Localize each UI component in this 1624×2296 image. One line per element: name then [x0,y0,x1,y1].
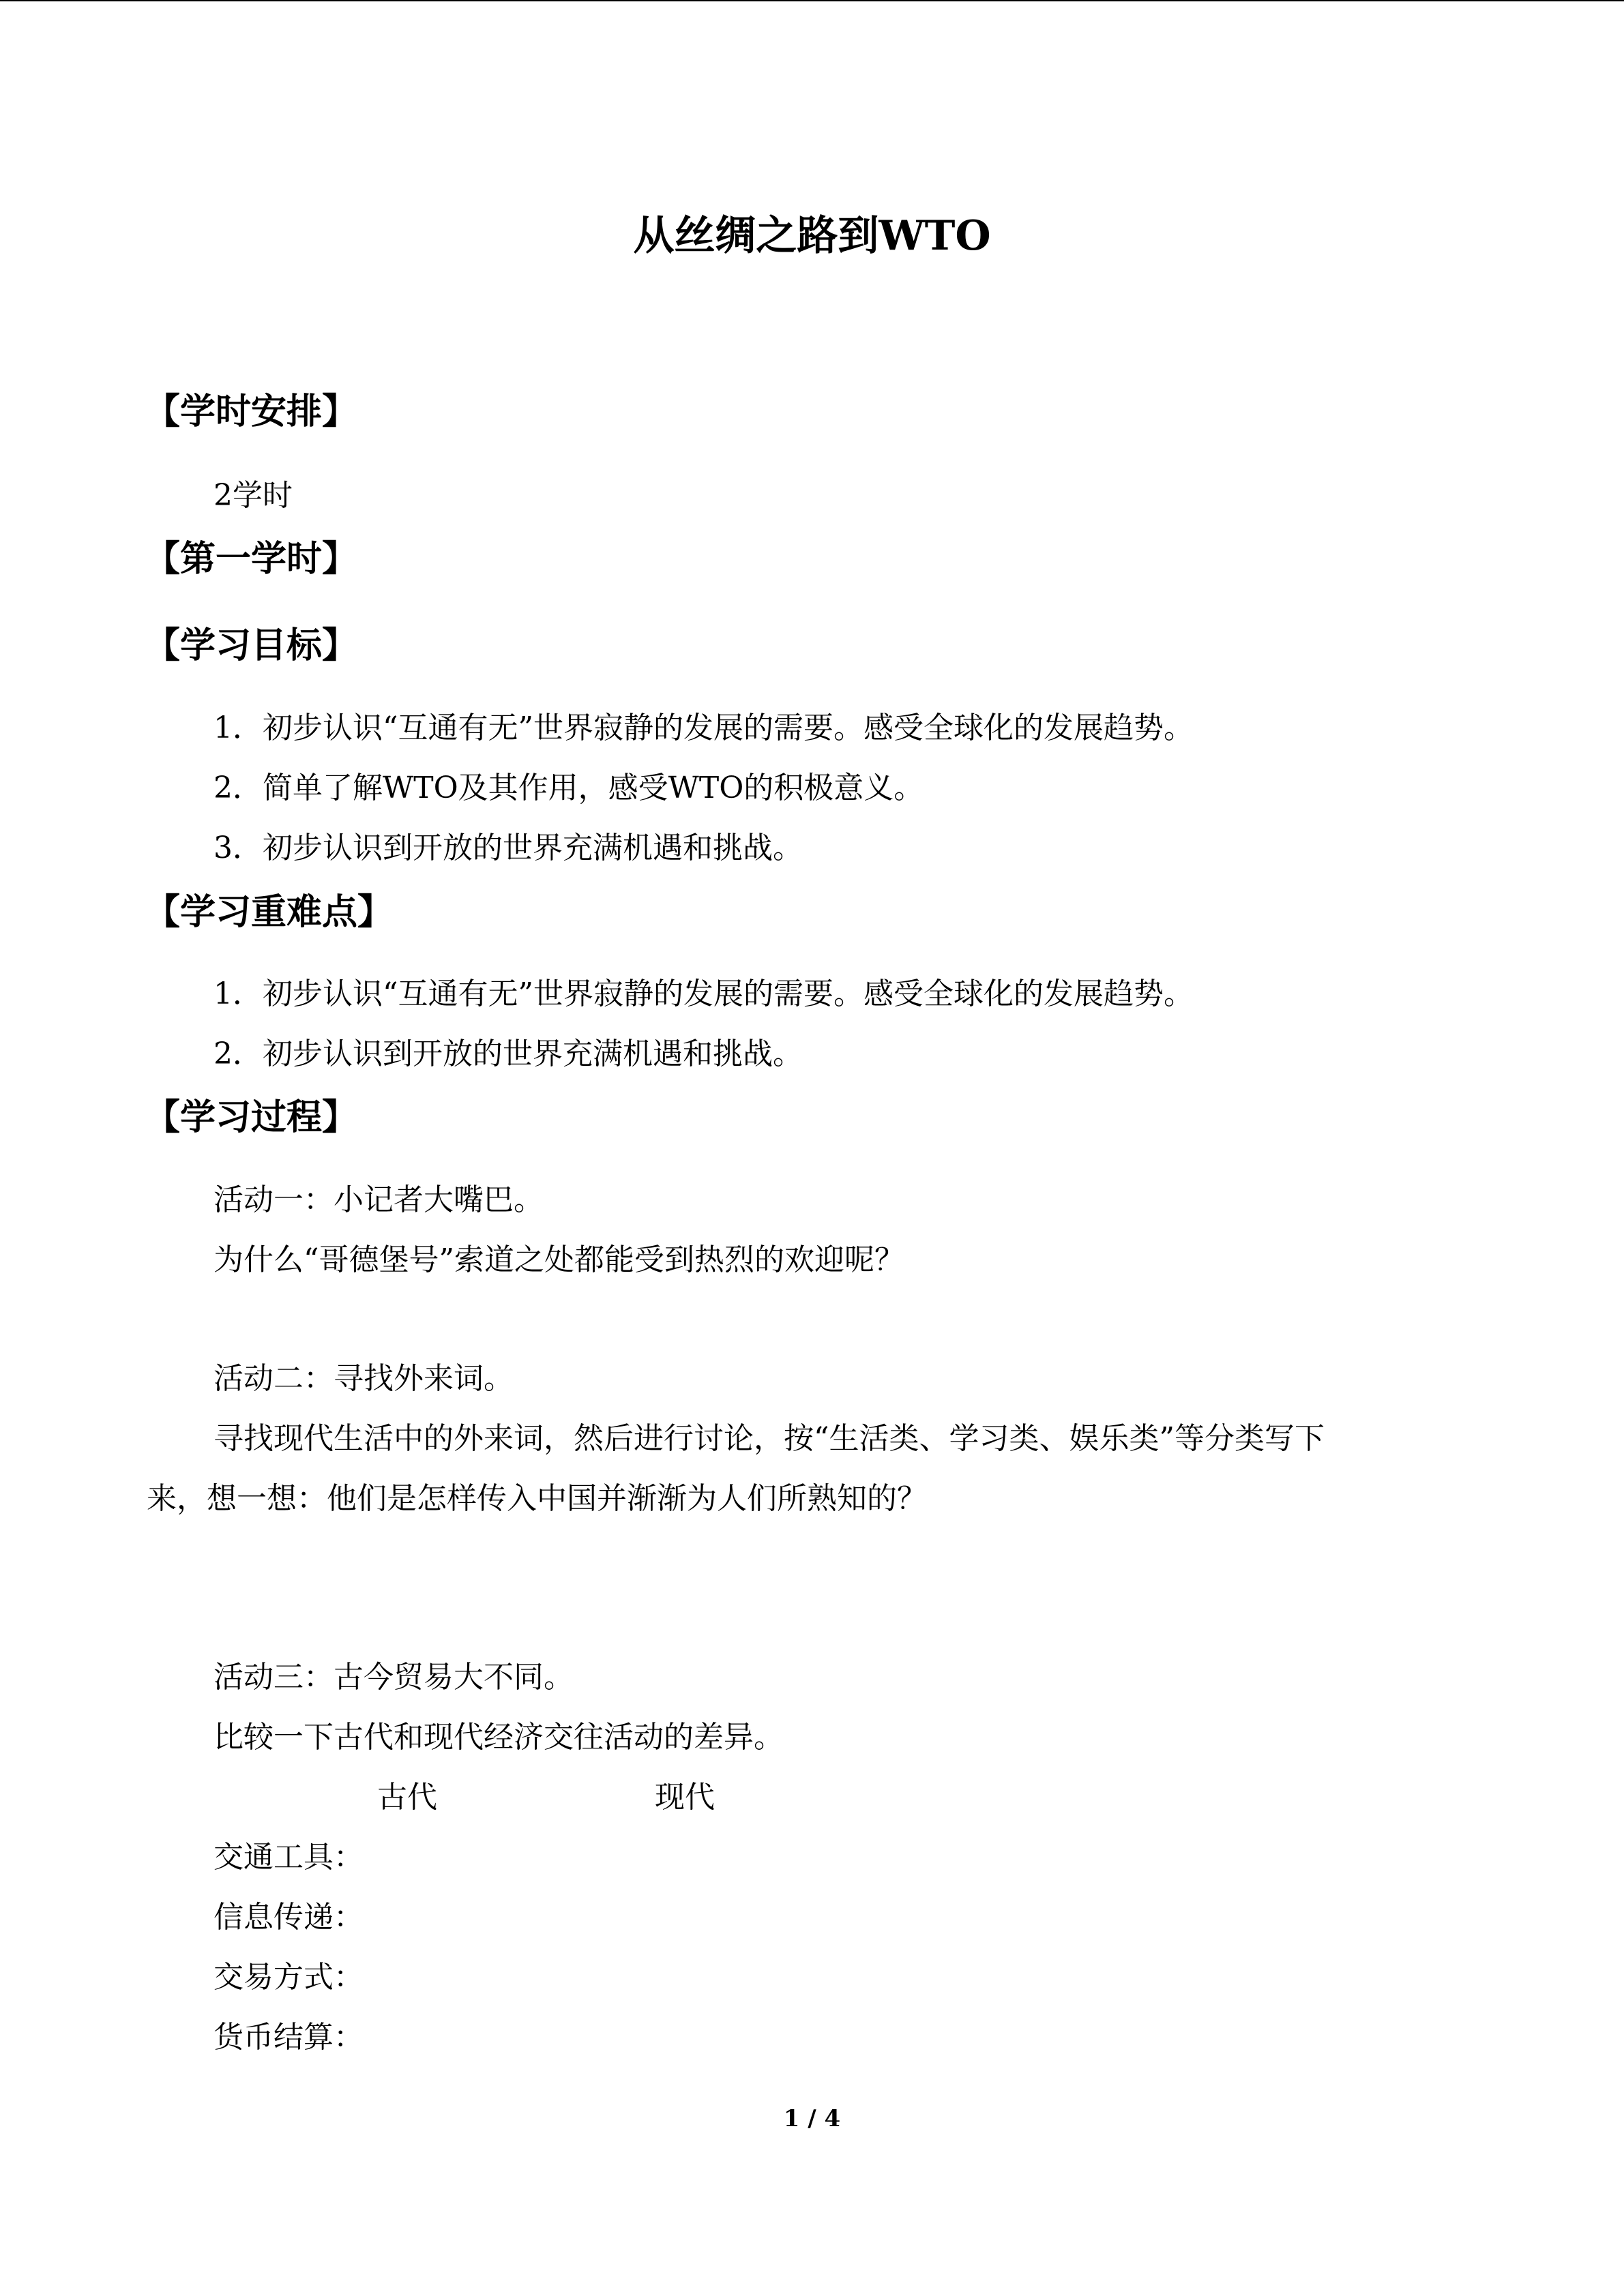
heading-key-points: 【学习重难点】 [145,891,394,933]
activity1-title: 活动一：小记者大嘴巴。 [213,1182,544,1217]
heading-process: 【学习过程】 [145,1097,358,1138]
activity2-text-line2: 来，想一想：他们是怎样传入中国并渐渐为人们所熟知的？ [147,1481,927,1516]
activity2-title: 活动二：寻找外来词。 [213,1361,514,1396]
comparison-row-transport: 交通工具： [213,1840,364,1875]
activity2-text-line1: 寻找现代生活中的外来词，然后进行讨论，按“生活类、学习类、娱乐类”等分类写下 [213,1421,1325,1456]
document-title: 从丝绸之路到WTO [633,212,991,260]
page-number: 1 / 4 [783,2105,841,2132]
activity3-title: 活动三：古今贸易大不同。 [213,1660,574,1695]
key-point-item-1: 1．初步认识“互通有无”世界寂静的发展的需要。感受全球化的发展趋势。 [213,976,1194,1011]
column-ancient-label: 古代 [377,1780,437,1815]
schedule-text: 2学时 [213,478,293,513]
objective-item-3: 3．初步认识到开放的世界充满机遇和挑战。 [213,831,803,865]
heading-first-period: 【第一学时】 [145,538,358,580]
activity1-question: 为什么“哥德堡号”索道之处都能受到热烈的欢迎呢？ [213,1242,904,1277]
activity3-instruction: 比较一下古代和现代经济交往活动的差异。 [213,1720,784,1755]
objective-item-1: 1．初步认识“互通有无”世界寂静的发展的需要。感受全球化的发展趋势。 [213,711,1194,745]
comparison-row-currency: 货币结算： [213,2020,364,2055]
heading-objectives: 【学习目标】 [145,625,358,666]
objective-item-2: 2．简单了解WTO及其作用，感受WTO的积极意义。 [213,771,924,805]
key-point-item-2: 2．初步认识到开放的世界充满机遇和挑战。 [213,1037,803,1071]
top-border-line [0,0,1624,1]
comparison-row-information: 信息传递： [213,1900,364,1935]
heading-schedule: 【学时安排】 [145,391,358,432]
column-modern-label: 现代 [655,1780,715,1815]
comparison-row-trade-method: 交易方式： [213,1960,364,1995]
